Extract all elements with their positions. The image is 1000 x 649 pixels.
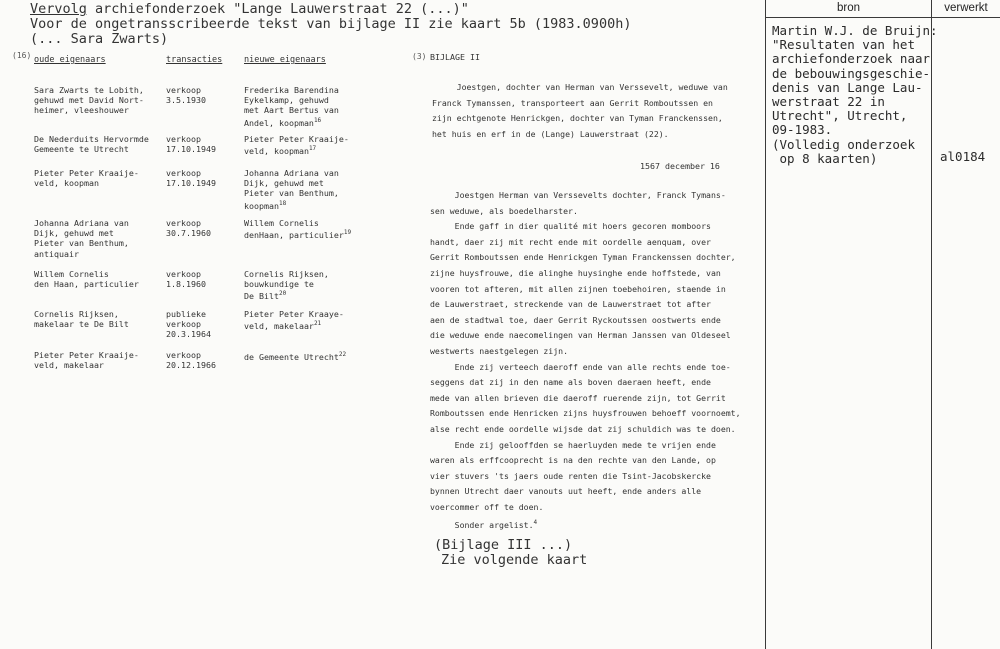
bron-citation: Martin W.J. de Bruijn: "Resultaten van het archiefonderzoek naar de bebouwingsgeschie- denis van Lange Lau- werstraat 22 in Utrecht", Utrecht, 09-1983. (Volledig onderzoek op 8 kaarten) [772,23,938,166]
new-owner-cell [244,218,351,240]
new-owner-text: Pieter Peter Kraaye- veld, makelaar [244,309,344,332]
owner-cell: Willem Cornelis den Haan, particulier [34,269,139,290]
bijlage-mark: (3) [412,52,427,61]
new-owner-cell [244,85,339,128]
owner-cell: Johanna Adriana van Dijk, gehuwd met Pieter van Benthum, antiquair [34,218,129,259]
owner-cell: De Nederduits Hervormde Gemeente te Utrecht [34,134,149,155]
transaction-cell: verkoop 1.8.1960 [166,269,206,290]
bijlage-paragraph-2-text: Joestgen Herman van Verssevelts dochter, Franck Tymans- sen weduwe, als boedelharster. Ende gaff in dier qualité mit hoers gecoren momboors handt, daer zij mit recht ende mit oordelle aenquam, over Gerrit Romboutssen ende Henrickgen Tyman Franckenssen dochter, zijne huysfrouwe, die alinghe huysinghe ende hoffstede, van vooren tot afteren, mit allen zijnen toebehoiren, staende in de Lauwerstraet, streckende van de Lauwerstraet tot after aen de stadtwal toe, daer Gerrit Ryckoutssen oostwerts ende die weduwe ende naecomelingen van Herman Janssen van Oldeseel westwerts naestgelegen zijn. Ende zij verteech daeroff ende van alle rechts ende toe- seggens dat zij in den name als boven daeraen heeft, ende mede van allen brieven die daeroff ruerende zijn, tot Gerrit Romboutssen ende Henricken zijns huysfrouwen behoeff voornoemt, alse recht ende oordelle wijsde dat zij schuldich was te doen. Ende zij gelooffden se haerluyden mede te vrijen ende waren als erffcooprecht is na den rechte van den Lande, op vier stuvers 'ts jaers oude renten die Tsint-Jacobskercke bynnen Utrecht daer vanouts uut heeft, ende anders alle voercommer off te doen. Sonder argelist. [430,190,741,531]
transaction-cell: verkoop 20.12.1966 [166,350,216,371]
footnote-ref: 18 [278,199,287,207]
transaction-cell: verkoop 17.10.1949 [166,168,216,189]
col-header-transactions: transacties [166,55,223,65]
margin-mark: (16) [12,51,32,60]
owner-cell: Cornelis Rijksen, makelaar te De Bilt [34,309,129,330]
bijlage-title: BIJLAGE II [430,52,480,62]
footnote-ref: 17 [308,145,317,153]
header-line-2: Voor de ongetransscribeerde tekst van bijlage II zie kaart 5b (1983.0900h) [30,16,632,32]
bijlage-date: 1567 december 16 [640,161,720,171]
footnote-ref: 21 [313,320,322,328]
col-header-owners: oude eigenaars [34,55,106,65]
verwerkt-code: al0184 [940,149,986,164]
transaction-cell: verkoop 17.10.1949 [166,134,216,155]
footnote-ref: 19 [343,229,352,237]
transaction-cell: publieke verkoop 20.3.1964 [166,309,211,340]
new-owner-text: Johanna Adriana van Dijk, gehuwd met Pieter van Benthum, koopman [244,168,339,211]
footnote-ref: 4 [533,519,538,527]
footnote-ref: 16 [313,116,322,124]
footnote-ref: 22 [338,351,347,358]
new-owner-cell [244,309,344,331]
new-owner-text: Pieter Peter Kraaije- veld, koopman [244,134,349,157]
verwerkt-header: verwerkt [944,2,988,14]
new-owner-text: Cornelis Rijksen, bouwkundige te De Bilt [244,269,329,302]
bron-header: bron [836,2,861,14]
header-line-1 [30,2,469,17]
footnote-ref: 20 [278,290,287,298]
bijlage-paragraph-2 [430,188,741,534]
transaction-cell: verkoop 3.5.1930 [166,85,206,106]
header-vervolg: Vervolg [30,1,87,17]
bijlage-next-label: (Bijlage III ...) [434,537,573,553]
owner-cell: Pieter Peter Kraaije- veld, koopman [34,168,139,189]
new-owner-cell [244,350,346,362]
col-header-new-owners: nieuwe eigenaars [244,55,326,65]
owner-cell: Sara Zwarts te Lobith, gehuwd met David Nort- heimer, vleeshouwer [34,85,144,116]
new-owner-text: Frederika Barendina Eykelkamp, gehuwd met Aart Bertus van Andel, koopman [244,85,339,128]
new-owner-cell [244,168,339,211]
new-owner-cell [244,269,329,302]
new-owner-text: Willem Cornelis denHaan, particulier [244,218,344,241]
owner-cell: Pieter Peter Kraaije- veld, makelaar [34,350,139,371]
bijlage-paragraph-1: Joestgen, dochter van Herman van Verssevelt, weduwe van Franck Tymanssen, transporteert aan Gerrit Romboutssen en zijn echtgenote Henrickgen, dochter van Tyman Franckenssen, het huis en erf in de (Lange) Lauwerstraat (22). [432,82,728,139]
sidebar-border-left [765,0,766,649]
header-title: archiefonderzoek "Lange Lauwerstraat 22 (...)" [86,1,469,17]
new-owner-text: de Gemeente Utrecht [244,352,339,362]
header-line-3: (... Sara Zwarts) [30,31,169,47]
new-owner-cell [244,134,349,156]
bijlage-next-card: Zie volgende kaart [441,552,588,568]
sidebar-header-rule [765,17,1000,18]
transaction-cell: verkoop 30.7.1960 [166,218,211,239]
